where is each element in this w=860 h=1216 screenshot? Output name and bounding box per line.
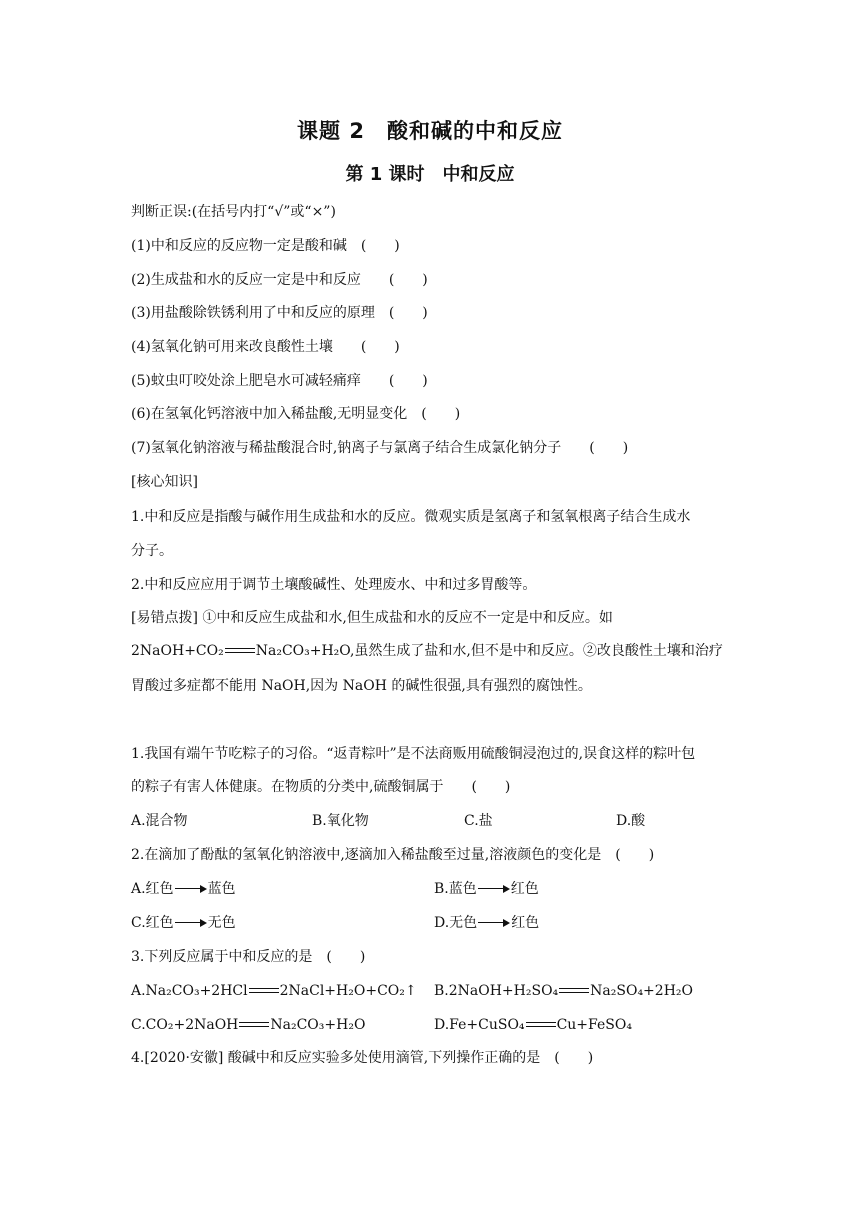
arrow-right-icon	[478, 918, 510, 928]
question-2-option-b	[434, 879, 539, 899]
question-3-option-b	[434, 981, 693, 1001]
tip-line-2	[131, 641, 723, 661]
equals-sign-icon	[526, 1022, 556, 1028]
tip-equation-left: 2NaOH+CO₂	[131, 643, 224, 659]
judgement-item-3: (3)用盐酸除铁锈利用了中和反应的原理 ( )	[131, 305, 428, 321]
judgement-item-2: (2)生成盐和水的反应一定是中和反应 ( )	[131, 272, 428, 288]
question-1-line-2: 的粽子有害人体健康。在物质的分类中,硫酸铜属于 ( )	[131, 779, 511, 795]
tip-line-1: [易错点拨] ①中和反应生成盐和水,但生成盐和水的反应不一定是中和反应。如	[131, 610, 613, 626]
question-3-option-c	[131, 1015, 365, 1035]
question-2-option-c	[131, 913, 236, 933]
equation-left: B.2NaOH+H₂SO₄	[434, 983, 559, 999]
question-1-option-b: B.氧化物	[312, 813, 369, 829]
option-from: A.红色	[131, 881, 174, 897]
question-1-option-d: D.酸	[616, 813, 646, 829]
question-1-line-1: 1.我国有端午节吃粽子的习俗。“返青粽叶”是不法商贩用硫酸铜浸泡过的,误食这样的粽叶包	[131, 746, 696, 762]
lesson-title: 课题 2 酸和碱的中和反应	[297, 119, 563, 143]
equation-right: Na₂CO₃+H₂O	[270, 1017, 366, 1033]
option-to: 红色	[511, 915, 540, 931]
equation-left: A.Na₂CO₃+2HCl	[131, 983, 248, 999]
judgement-item-7: (7)氢氧化钠溶液与稀盐酸混合时,钠离子与氯离子结合生成氯化钠分子 ( )	[131, 440, 629, 456]
judgement-item-4: (4)氢氧化钠可用来改良酸性土壤 ( )	[131, 339, 400, 355]
equation-right: 2NaCl+H₂O+CO₂↑	[279, 983, 417, 999]
option-from: B.蓝色	[434, 881, 477, 897]
knowledge-point-1-line-1: 1.中和反应是指酸与碱作用生成盐和水的反应。微观实质是氢离子和氢氧根离子结合生成水	[131, 509, 691, 525]
question-1-option-c: C.盐	[464, 813, 493, 829]
judgement-item-6: (6)在氢氧化钙溶液中加入稀盐酸,无明显变化 ( )	[131, 406, 461, 422]
equation-left: D.Fe+CuSO₄	[434, 1017, 525, 1033]
tip-equation-right: Na₂CO₃+H₂O,虽然生成了盐和水,但不是中和反应。②改良酸性土壤和治疗	[255, 643, 723, 659]
equals-sign-icon	[225, 648, 255, 654]
tip-line-3: 胃酸过多症都不能用 NaOH,因为 NaOH 的碱性很强,具有强烈的腐蚀性。	[131, 678, 592, 694]
arrow-right-icon	[175, 918, 207, 928]
question-4-stem: 4.[2020·安徽] 酸碱中和反应实验多处使用滴管,下列操作正确的是 ( )	[131, 1050, 594, 1066]
arrow-right-icon	[478, 884, 510, 894]
judgement-instruction: 判断正误:(在括号内打“√”或“×”)	[131, 204, 336, 220]
option-from: D.无色	[434, 915, 478, 931]
knowledge-point-1-line-2: 分子。	[131, 543, 173, 559]
question-2-stem: 2.在滴加了酚酞的氢氧化钠溶液中,逐滴加入稀盐酸至过量,溶液颜色的变化是 ( )	[131, 847, 655, 863]
option-to: 无色	[207, 915, 236, 931]
equals-sign-icon	[239, 1022, 269, 1028]
judgement-item-1: (1)中和反应的反应物一定是酸和碱 ( )	[131, 238, 400, 254]
knowledge-point-2: 2.中和反应应用于调节土壤酸碱性、处理废水、中和过多胃酸等。	[131, 577, 537, 593]
equation-right: Na₂SO₄+2H₂O	[590, 983, 693, 999]
question-3-stem: 3.下列反应属于中和反应的是 ( )	[131, 949, 366, 965]
question-2-option-a	[131, 879, 236, 899]
equals-sign-icon	[249, 988, 279, 994]
option-to: 红色	[510, 881, 539, 897]
knowledge-heading: [核心知识]	[131, 474, 198, 490]
question-1-option-a: A.混合物	[131, 813, 188, 829]
question-2-option-d	[434, 913, 539, 933]
judgement-item-5: (5)蚊虫叮咬处涂上肥皂水可减轻痛痒 ( )	[131, 373, 428, 389]
equation-right: Cu+FeSO₄	[556, 1017, 632, 1033]
lesson-subtitle: 第 1 课时 中和反应	[345, 164, 515, 185]
equation-left: C.CO₂+2NaOH	[131, 1017, 239, 1033]
equals-sign-icon	[559, 988, 589, 994]
question-3-option-a	[131, 981, 417, 1001]
question-3-option-d	[434, 1015, 632, 1035]
arrow-right-icon	[175, 884, 207, 894]
option-to: 蓝色	[207, 881, 236, 897]
option-from: C.红色	[131, 915, 174, 931]
